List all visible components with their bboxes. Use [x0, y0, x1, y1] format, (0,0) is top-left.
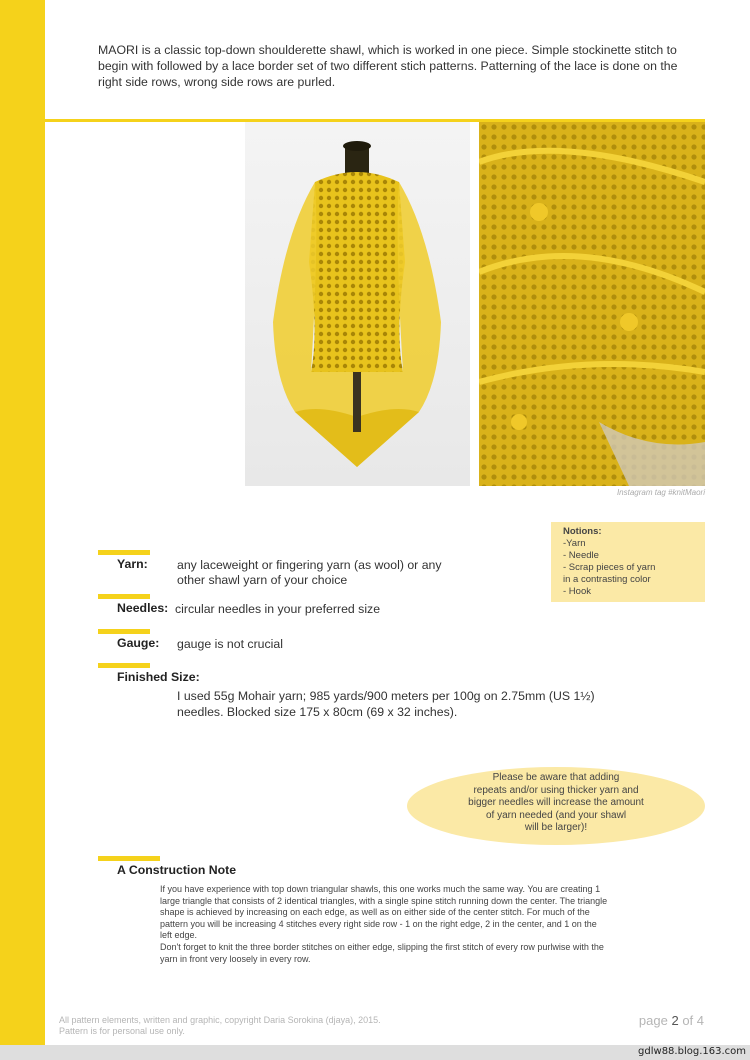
bubble-line: repeats and/or using thicker yarn and: [473, 784, 639, 796]
construction-line: yarn in front very loosely in every row.: [160, 953, 311, 964]
page-total: of 4: [682, 1013, 704, 1028]
bubble-line: Please be aware that adding: [492, 772, 620, 783]
page-current: 2: [671, 1013, 679, 1028]
photo-caption: Instagram tag #knitMaori: [616, 488, 705, 497]
notions-item: in a contrasting color: [563, 574, 651, 585]
construction-line: shape is achieved by increasing on each edge, as well as on either side of the center stitch. For much of the: [160, 907, 590, 918]
finished-size-tab: [98, 663, 150, 668]
construction-body: [160, 884, 705, 965]
page-prefix: page: [638, 1013, 668, 1028]
personal-use-line: Pattern is for personal use only.: [59, 1026, 185, 1036]
lace-closeup-photo: [479, 122, 705, 486]
yarn-value-line-2: other shawl yarn of your choice: [177, 573, 348, 587]
needles-tab: [98, 594, 150, 599]
construction-line: If you have experience with top down triangular shawls, this one works much the same way. You are creating 1: [160, 884, 601, 894]
finished-size-value-line-2: needles. Blocked size 175 x 80cm (69 x 32 inches).: [177, 705, 458, 719]
finished-size-value-line-1: I used 55g Mohair yarn; 985 yards/900 meters per 100g on 2.75mm (US 1½): [177, 689, 595, 703]
construction-title: A Construction Note: [117, 863, 237, 877]
copyright-line: All pattern elements, written and graphic, copyright Daria Sorokina (djaya), 2015.: [59, 1015, 381, 1025]
shawl-on-mannequin-photo: [245, 122, 470, 486]
yarn-warning-text: [430, 772, 682, 835]
construction-line: large triangle that consists of 2 identical triangles, with a single spine stitch running down the center. The triangle: [160, 895, 608, 906]
construction-line: left edge.: [160, 930, 198, 941]
needles-label: Needles:: [117, 601, 169, 615]
gauge-value: gauge is not crucial: [177, 637, 283, 651]
bubble-line: will be larger)!: [524, 822, 588, 833]
notions-item: - Hook: [563, 586, 591, 597]
yarn-value-line-1: any laceweight or fingering yarn (as wool) or any: [177, 558, 442, 572]
needles-value: circular needles in your preferred size: [175, 602, 381, 616]
notions-box: [551, 522, 705, 602]
construction-line: pattern you will be increasing 4 stitches every right side row - 1 on the right edge, 2 in the center, and 1 on the: [160, 918, 597, 929]
construction-line: Don't forget to knit the three border stitches on either edge, slipping the first stitch of every row purlwise with the: [160, 941, 604, 952]
gauge-label: Gauge:: [117, 636, 160, 650]
yarn-tab: [98, 550, 150, 555]
yellow-side-bar: [0, 0, 45, 1045]
bubble-line: of yarn needed (and your shawl: [485, 809, 627, 821]
notions-item: -Yarn: [563, 538, 586, 549]
notions-item: - Needle: [563, 550, 599, 561]
footer-copyright: [59, 1015, 381, 1037]
finished-size-label: Finished Size:: [117, 670, 200, 684]
construction-tab: [98, 856, 160, 861]
gauge-tab: [98, 629, 150, 634]
yarn-label: Yarn:: [117, 557, 148, 571]
intro-paragraph: MAORI is a classic top-down shoulderette shawl, which is worked in one piece. Simple stockinette stitch to begin with followed by a lace border set of two different stich patterns. Patterning of the lace is done on the right side rows, wrong side rows are purled.: [98, 43, 678, 89]
bubble-line: bigger needles will increase the amount: [468, 797, 644, 808]
page-number: [639, 1013, 704, 1028]
notions-title: Notions:: [563, 526, 602, 537]
notions-item: - Scrap pieces of yarn: [563, 562, 656, 573]
site-watermark: gdlw88.blog.163.com: [638, 1046, 746, 1057]
